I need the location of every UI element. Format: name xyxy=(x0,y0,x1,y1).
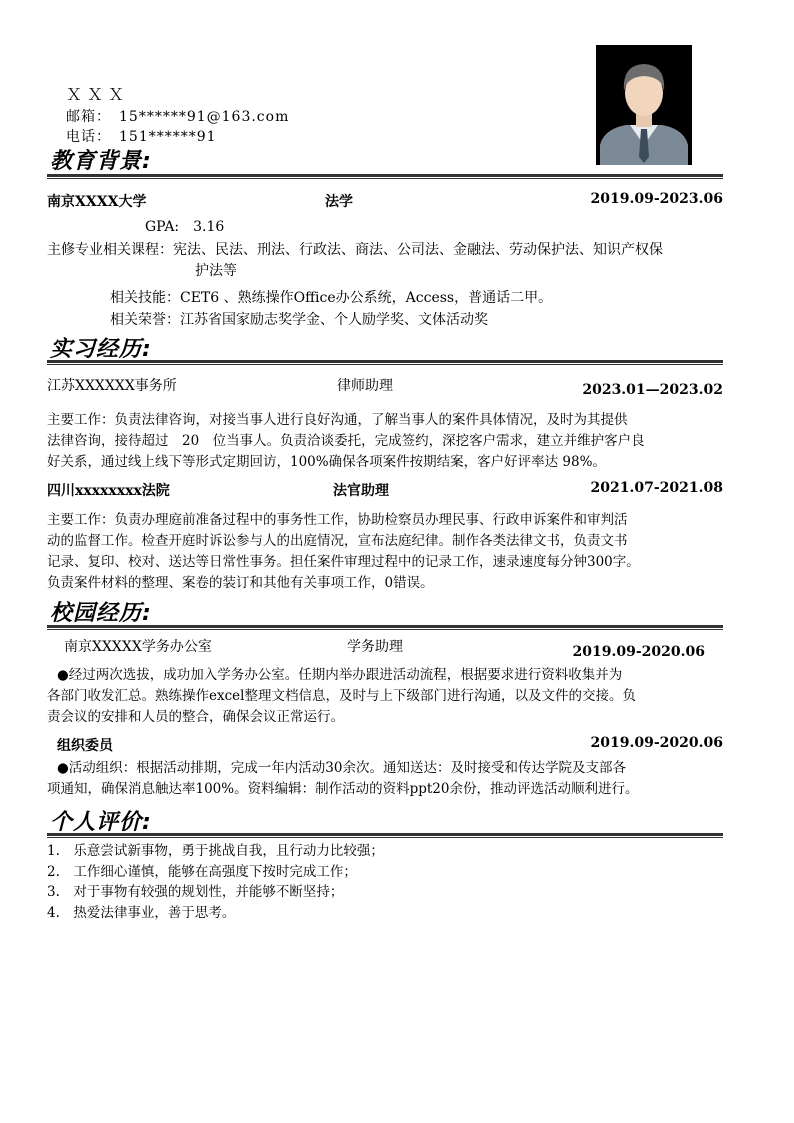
internship-header-row xyxy=(47,480,723,500)
description-line: 主要工作：负责办理庭前准备过程中的事务性工作，协助检察员办理民事、行政申诉案件和审判活 xyxy=(47,512,628,528)
description-line: ●经过两次选拔，成功加入学务办公室。任期内举办跟进活动流程，根据要求进行资料收集并为 xyxy=(57,667,623,683)
list-item: 3. 对于事物有较强的规划性，并能够不断坚持； xyxy=(47,884,344,900)
phone-line: 电话： 151******91 xyxy=(66,129,217,145)
skills-line: 相关技能：CET6 、熟练操作Office办公系统，Access，普通话二甲。 xyxy=(110,290,553,306)
job-period: 2023.01—2023.02 xyxy=(582,382,723,398)
description-line: 好关系，通过线上线下等形式定期回访，100%确保各项案件按期结案，客户好评率达 98%。 xyxy=(47,454,606,470)
avatar-icon xyxy=(596,45,692,165)
list-item: 4. 热爱法律事业，善于思考。 xyxy=(47,904,236,921)
gpa: GPA: 3.16 xyxy=(145,219,225,235)
evaluation-list xyxy=(47,841,729,923)
internship-header-row xyxy=(47,375,723,398)
description-line: ●活动组织：根据活动排期，完成一年内活动30余次。通知送达：及时接受和传达学院及支部各 xyxy=(57,760,626,776)
description-line: 负责案件材料的整理、案卷的装订和其他有关事项工作，0错误。 xyxy=(47,575,434,591)
organization: 南京XXXXX学务办公室 xyxy=(64,639,212,655)
job-period: 2019.09-2020.06 xyxy=(572,644,705,660)
section-divider xyxy=(47,833,723,838)
school-name: 南京XXXX大学 xyxy=(47,194,147,210)
description-line: 各部门收发汇总。熟练操作excel整理文档信息，及时与上下级部门进行沟通，以及文件的交接。负 xyxy=(47,688,636,704)
profile-photo xyxy=(596,45,692,165)
major: 法学 xyxy=(325,194,353,210)
list-item: 1. 乐意尝试新事物，勇于挑战自我，且行动力比较强； xyxy=(47,843,384,859)
courses-line: 护法等 xyxy=(195,263,237,279)
candidate-name: ＸＸＸ xyxy=(66,85,130,104)
email-line: 邮箱： 15******91@163.com xyxy=(66,109,290,125)
description-line: 记录、复印、校对、送达等日常性事务。担任案件审理过程中的记录工作，速录速度每分钟300字。 xyxy=(47,554,640,570)
honors-line: 相关荣誉：江苏省国家励志奖学金、个人励学奖、文体活动奖 xyxy=(110,312,488,328)
list-item: 2. 工作细心谨慎，能够在高强度下按时完成工作； xyxy=(47,863,357,880)
job-description xyxy=(47,510,729,594)
description-line: 主要工作：负责法律咨询，对接当事人进行良好沟通，了解当事人的案件具体情况，及时为其提供 xyxy=(47,412,628,428)
job-description xyxy=(47,758,729,800)
section-title-evaluation: 个人评价: xyxy=(50,810,152,835)
organization: 四川xxxxxxxx法院 xyxy=(47,483,170,499)
description-line: 法律咨询，接待超过 20 位当事人。负责洽谈委托，完成签约，深挖客户需求，建立并维护客户良 xyxy=(47,433,645,449)
section-title-education: 教育背景: xyxy=(50,149,152,174)
campus-header-row xyxy=(47,735,723,755)
organization: 组织委员 xyxy=(57,738,113,754)
courses-line: 主修专业相关课程：宪法、民法、刑法、行政法、商法、公司法、金融法、劳动保护法、知识产权保 xyxy=(47,242,663,258)
description-line: 动的监督工作。检查开庭时诉讼参与人的出庭情况，宣布法庭纪律。制作各类法律文书，负责文书 xyxy=(47,533,628,549)
job-role: 法官助理 xyxy=(333,483,389,499)
section-divider xyxy=(47,360,723,365)
description-line: 责会议的安排和人员的整合，确保会议正常运行。 xyxy=(47,709,344,725)
job-period: 2021.07-2021.08 xyxy=(590,480,723,496)
section-divider xyxy=(47,625,723,630)
description-line: 项通知，确保消息触达率100%。资料编辑：制作活动的资料ppt20余份，推动评选活动顺利进行。 xyxy=(47,781,639,797)
job-description xyxy=(47,665,729,728)
job-description xyxy=(47,410,729,473)
section-title-internship: 实习经历: xyxy=(50,337,152,362)
job-role: 律师助理 xyxy=(337,378,393,394)
education-header-row xyxy=(47,191,723,211)
organization: 江苏XXXXXX事务所 xyxy=(47,378,177,394)
section-title-campus: 校园经历: xyxy=(50,601,152,626)
education-period: 2019.09-2023.06 xyxy=(590,191,723,207)
job-role: 学务助理 xyxy=(347,639,403,655)
campus-header-row xyxy=(47,636,723,660)
job-period: 2019.09-2020.06 xyxy=(590,735,723,751)
section-divider xyxy=(47,174,723,179)
